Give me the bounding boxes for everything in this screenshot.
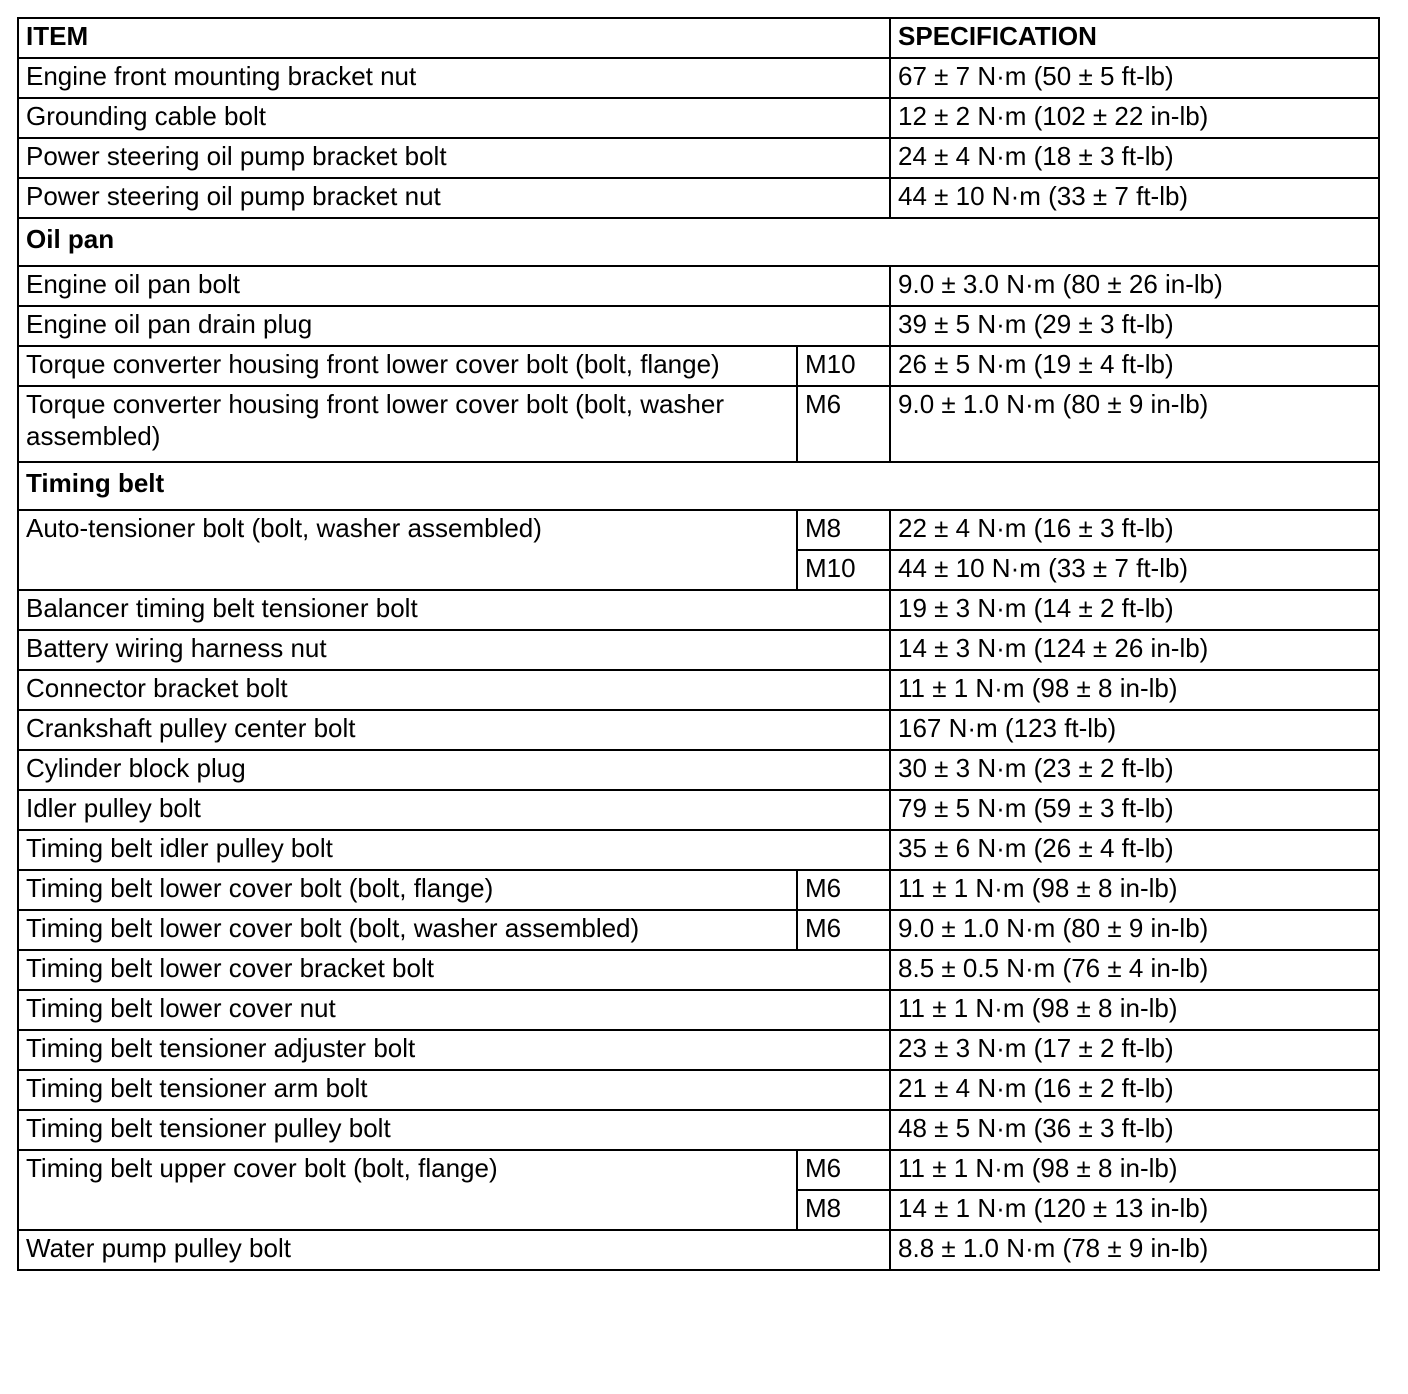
item-cell: Auto-tensioner bolt (bolt, washer assembled) [18,510,797,590]
header-spec-cell: SPECIFICATION [890,18,1379,58]
spec-cell: 14 ± 1 N·m (120 ± 13 in-lb) [890,1190,1379,1230]
item-cell: Idler pulley bolt [18,790,890,830]
item-cell: Engine oil pan bolt [18,266,890,306]
spec-cell: 11 ± 1 N·m (98 ± 8 in-lb) [890,870,1379,910]
spec-cell: 11 ± 1 N·m (98 ± 8 in-lb) [890,670,1379,710]
item-cell: Timing belt tensioner arm bolt [18,1070,890,1110]
item-cell: Torque converter housing front lower cover bolt (bolt, flange) [18,346,797,386]
size-cell: M6 [797,386,890,462]
spec-cell: 21 ± 4 N·m (16 ± 2 ft-lb) [890,1070,1379,1110]
table-row [18,790,1379,830]
item-cell: Power steering oil pump bracket nut [18,178,890,218]
section-title: Oil pan [18,218,1379,266]
section-title: Timing belt [18,462,1379,510]
item-cell: Battery wiring harness nut [18,630,890,670]
item-cell: Connector bracket bolt [18,670,890,710]
spec-cell: 35 ± 6 N·m (26 ± 4 ft-lb) [890,830,1379,870]
spec-cell: 79 ± 5 N·m (59 ± 3 ft-lb) [890,790,1379,830]
header-item-cell: ITEM [18,18,890,58]
item-cell: Timing belt lower cover bolt (bolt, flange) [18,870,797,910]
spec-cell: 19 ± 3 N·m (14 ± 2 ft-lb) [890,590,1379,630]
torque-spec-table [17,17,1380,1271]
table-row [18,950,1379,990]
table-row [18,98,1379,138]
size-cell: M6 [797,910,890,950]
table-row [18,510,1379,550]
table-row [18,266,1379,306]
item-cell: Cylinder block plug [18,750,890,790]
spec-cell: 9.0 ± 1.0 N·m (80 ± 9 in-lb) [890,386,1379,462]
spec-cell: 14 ± 3 N·m (124 ± 26 in-lb) [890,630,1379,670]
item-cell: Balancer timing belt tensioner bolt [18,590,890,630]
item-cell: Timing belt upper cover bolt (bolt, flange) [18,1150,797,1230]
size-cell: M6 [797,1150,890,1190]
table-row [18,750,1379,790]
table-row [18,306,1379,346]
header-row [18,18,1379,58]
item-cell: Grounding cable bolt [18,98,890,138]
table-row [18,830,1379,870]
table-row [18,1150,1379,1190]
size-cell: M8 [797,510,890,550]
spec-cell: 39 ± 5 N·m (29 ± 3 ft-lb) [890,306,1379,346]
spec-cell: 26 ± 5 N·m (19 ± 4 ft-lb) [890,346,1379,386]
spec-cell: 30 ± 3 N·m (23 ± 2 ft-lb) [890,750,1379,790]
table-row [18,386,1379,462]
spec-cell: 44 ± 10 N·m (33 ± 7 ft-lb) [890,178,1379,218]
spec-cell: 24 ± 4 N·m (18 ± 3 ft-lb) [890,138,1379,178]
item-cell: Timing belt idler pulley bolt [18,830,890,870]
table-row [18,178,1379,218]
item-cell: Timing belt tensioner adjuster bolt [18,1030,890,1070]
item-cell: Water pump pulley bolt [18,1230,890,1270]
size-cell: M6 [797,870,890,910]
section-row [18,462,1379,510]
table-row [18,1070,1379,1110]
table-row [18,910,1379,950]
spec-cell: 9.0 ± 3.0 N·m (80 ± 26 in-lb) [890,266,1379,306]
table-row [18,590,1379,630]
table-row [18,1110,1379,1150]
size-cell: M10 [797,550,890,590]
table-row [18,990,1379,1030]
item-cell: Timing belt lower cover bracket bolt [18,950,890,990]
spec-cell: 22 ± 4 N·m (16 ± 3 ft-lb) [890,510,1379,550]
table-row [18,630,1379,670]
spec-cell: 44 ± 10 N·m (33 ± 7 ft-lb) [890,550,1379,590]
table-row [18,670,1379,710]
spec-cell: 9.0 ± 1.0 N·m (80 ± 9 in-lb) [890,910,1379,950]
spec-cell: 11 ± 1 N·m (98 ± 8 in-lb) [890,1150,1379,1190]
size-cell: M8 [797,1190,890,1230]
item-cell: Timing belt tensioner pulley bolt [18,1110,890,1150]
item-cell: Crankshaft pulley center bolt [18,710,890,750]
item-cell: Torque converter housing front lower cover bolt (bolt, washer assembled) [18,386,797,462]
item-cell: Timing belt lower cover bolt (bolt, washer assembled) [18,910,797,950]
table-row [18,1230,1379,1270]
table-row [18,138,1379,178]
table-row [18,710,1379,750]
table-row [18,58,1379,98]
size-cell: M10 [797,346,890,386]
spec-cell: 67 ± 7 N·m (50 ± 5 ft-lb) [890,58,1379,98]
spec-cell: 167 N·m (123 ft-lb) [890,710,1379,750]
spec-cell: 23 ± 3 N·m (17 ± 2 ft-lb) [890,1030,1379,1070]
table-row [18,870,1379,910]
item-cell: Engine oil pan drain plug [18,306,890,346]
spec-cell: 8.8 ± 1.0 N·m (78 ± 9 in-lb) [890,1230,1379,1270]
spec-cell: 8.5 ± 0.5 N·m (76 ± 4 in-lb) [890,950,1379,990]
spec-cell: 48 ± 5 N·m (36 ± 3 ft-lb) [890,1110,1379,1150]
spec-cell: 11 ± 1 N·m (98 ± 8 in-lb) [890,990,1379,1030]
section-row [18,218,1379,266]
table-row [18,1030,1379,1070]
item-cell: Power steering oil pump bracket bolt [18,138,890,178]
table-row [18,346,1379,386]
spec-cell: 12 ± 2 N·m (102 ± 22 in-lb) [890,98,1379,138]
item-cell: Timing belt lower cover nut [18,990,890,1030]
item-cell: Engine front mounting bracket nut [18,58,890,98]
